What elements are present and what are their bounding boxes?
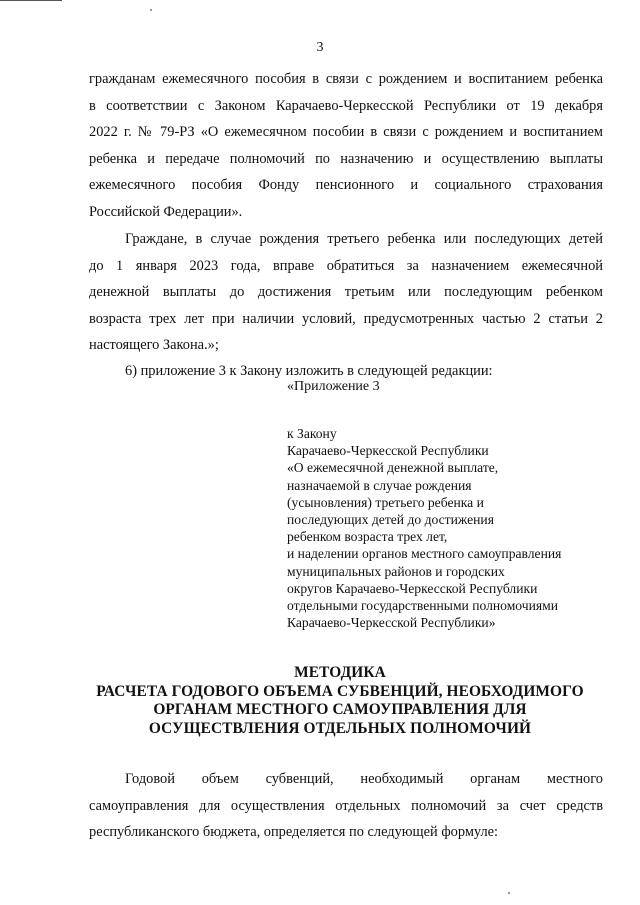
scan-edge-line [0,0,62,1]
paragraph-1-line: Российской Федерации». [89,203,243,220]
appendix-line: Карачаево-Черкесской Республики» [287,615,496,631]
paragraph-1-line: в соответствии с Законом Карачаево-Черкесской Республики от 19 декабря [89,97,603,114]
scan-speck [508,892,510,894]
appendix-line: и наделении органов местного самоуправления [287,546,562,562]
heading-line: ОРГАНАМ МЕСТНОГО САМОУПРАВЛЕНИЯ ДЛЯ [153,701,527,718]
appendix-title: «Приложение 3 [287,379,380,394]
appendix-line: (усыновления) третьего ребенка и [287,494,484,510]
paragraph-3: 6) приложение 3 к Закону изложить в следующей редакции: [125,363,493,379]
paragraph-2-line: до 1 января 2023 года, вправе обратиться за назначением ежемесячной [89,257,603,274]
appendix-line: Карачаево-Черкесской Республики [287,443,489,459]
paragraph-2-line: возраста трех лет при наличии условий, предусмотренных частью 2 статьи 2 [89,310,603,327]
paragraph-1-line: гражданам ежемесячного пособия в связи с рождением и воспитанием ребенка [89,71,603,87]
paragraph-2-line: настоящего Закона.»; [89,337,219,353]
appendix-line: округов Карачаево-Черкесской Республики [287,580,538,596]
paragraph-2-line: Граждане, в случае рождения третьего ребенка или последующих детей [125,231,603,247]
paragraph-4-line: Годовой объем субвенций, необходимый органам местного [125,771,603,787]
scan-speck [150,9,152,11]
appendix-line: «О ежемесячной денежной выплате, [287,460,499,476]
paragraph-4-line: самоуправления для осуществления отдельных полномочий за счет средств [89,797,603,814]
heading-line: МЕТОДИКА [294,664,386,681]
paragraph-2 [89,226,603,359]
heading-line: РАСЧЕТА ГОДОВОГО ОБЪЕМА СУБВЕНЦИЙ, НЕОБХОДИМОГО [96,682,584,700]
appendix-line: последующих детей до достижения [287,512,494,528]
paragraph-1-line: 2022 г. № 79-РЗ «О ежемесячном пособии в связи с рождением и воспитанием [89,124,603,140]
appendix-line: назначаемой в случае рождения [287,477,472,493]
paragraph-1-line: ежемесячного пособия Фонду пенсионного и социального страхования [89,177,603,193]
appendix-line: муниципальных районов и городских [287,563,505,579]
appendix-line: ребенком возраста трех лет, [287,529,448,545]
paragraph-1 [89,66,603,225]
heading-line: ОСУЩЕСТВЛЕНИЯ ОТДЕЛЬНЫХ ПОЛНОМОЧИЙ [148,719,532,737]
paragraph-1-line: ребенка и передаче полномочий по назначению и осуществлению выплаты [89,150,603,167]
appendix-line: к Закону [287,426,337,441]
paragraph-2-line: денежной выплаты до достижения третьим или последующим ребенком [89,284,603,300]
paragraph-4 [89,766,603,846]
page-number: 3 [316,40,324,55]
methodology-heading [80,664,600,738]
appendix-block [287,425,617,631]
appendix-line: отдельными государственными полномочиями [287,598,558,614]
paragraph-4-line: республиканского бюджета, определяется по следующей формуле: [89,824,499,840]
